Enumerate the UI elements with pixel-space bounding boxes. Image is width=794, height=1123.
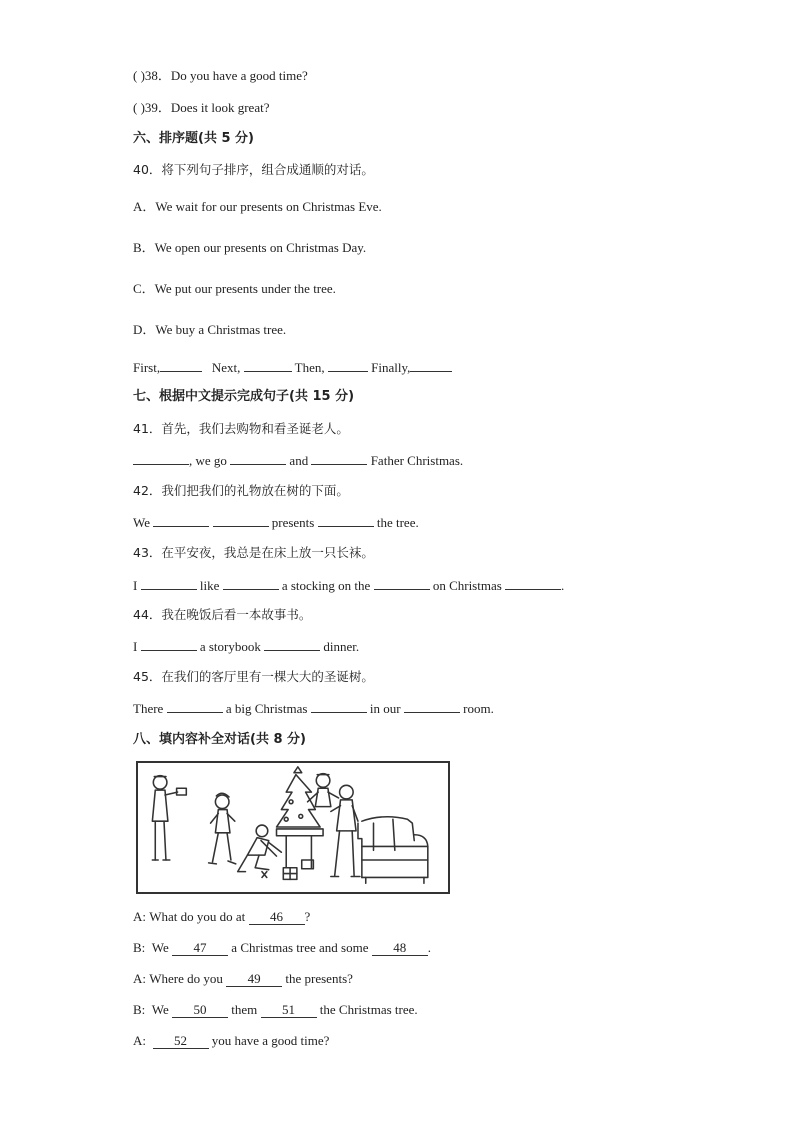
question-text: 39．Does it look great?: [144, 100, 270, 115]
answer-paren: ( ): [133, 100, 145, 115]
section-6-title: 六、排序题(共 5 分): [133, 131, 254, 146]
answer-blank[interactable]: [160, 359, 202, 372]
answer-blank[interactable]: 49: [226, 972, 282, 987]
question-41-prompt: 41．首先，我们去购物和看圣诞老人。: [133, 421, 349, 436]
option-c: C．We put our presents under the tree.: [133, 281, 336, 296]
answer-blank[interactable]: 47: [172, 941, 228, 956]
speaker: B:: [133, 1002, 146, 1017]
speaker: A:: [133, 971, 146, 986]
answer-blank[interactable]: [167, 700, 223, 713]
question-45-prompt: 45．在我们的客厅里有一棵大大的圣诞树。: [133, 669, 374, 684]
answer-blank[interactable]: [311, 700, 367, 713]
question-43-sentence: I like a stocking on the on Christmas .: [133, 578, 565, 593]
dialog-line-1: A: What do you do at 46 ?: [133, 909, 311, 924]
question-40-prompt: 40．将下列句子排序，组合成通顺的对话。: [133, 162, 374, 177]
option-d: D．We buy a Christmas tree.: [133, 322, 287, 337]
dialog-line-5: A: 52 you have a good time?: [133, 1033, 330, 1048]
answer-blank[interactable]: 52: [153, 1034, 209, 1049]
question-42-prompt: 42．我们把我们的礼物放在树的下面。: [133, 483, 349, 498]
answer-blank[interactable]: [311, 452, 367, 465]
question-45-sentence: There a big Christmas in our room.: [133, 701, 494, 716]
speaker: A:: [133, 1033, 146, 1048]
dialog-line-4: B: We 50 them 51 the Christmas tree.: [133, 1002, 418, 1017]
section-7-title: 七、根据中文提示完成句子(共 15 分): [133, 389, 355, 404]
option-a: A．We wait for our presents on Christmas Eve.: [133, 199, 382, 214]
answer-blank[interactable]: [141, 577, 197, 590]
question-38: [133, 68, 308, 84]
answer-blank[interactable]: [404, 700, 460, 713]
question-43-prompt: 43．在平安夜，我总是在床上放一只长袜。: [133, 545, 374, 560]
question-39: [133, 100, 269, 116]
speaker: A:: [133, 909, 146, 924]
question-42-sentence: We presents the tree.: [133, 515, 419, 530]
christmas-scene-icon: [138, 763, 448, 892]
answer-blank[interactable]: [264, 638, 320, 651]
question-text: 38．Do you have a good time?: [144, 68, 308, 83]
answer-blank[interactable]: [213, 514, 269, 527]
question-44-prompt: 44．我在晚饭后看一本故事书。: [133, 607, 312, 622]
answer-blank[interactable]: [328, 359, 368, 372]
christmas-family-illustration: [136, 761, 450, 894]
answer-blank[interactable]: 46: [249, 910, 305, 925]
dialog-line-3: A: Where do you 49 the presents?: [133, 971, 353, 986]
answer-blank[interactable]: [410, 359, 452, 372]
answer-blank[interactable]: [244, 359, 292, 372]
answer-blank[interactable]: 48: [372, 941, 428, 956]
section-8-title: 八、填内容补全对话(共 8 分): [133, 732, 306, 747]
answer-blank[interactable]: [318, 514, 374, 527]
answer-blank[interactable]: 51: [261, 1003, 317, 1018]
answer-blank[interactable]: [374, 577, 430, 590]
answer-blank[interactable]: [141, 638, 197, 651]
answer-blank[interactable]: [223, 577, 279, 590]
answer-blank[interactable]: [505, 577, 561, 590]
answer-blank[interactable]: 50: [172, 1003, 228, 1018]
speaker: B:: [133, 940, 146, 955]
answer-paren: ( ): [133, 68, 145, 83]
option-b: B．We open our presents on Christmas Day.: [133, 240, 367, 255]
dialog-line-2: B: We 47 a Christmas tree and some 48 .: [133, 940, 431, 955]
question-44-sentence: I a storybook dinner.: [133, 639, 360, 654]
answer-blank[interactable]: [153, 514, 209, 527]
answer-blank[interactable]: [230, 452, 286, 465]
question-41-sentence: , we go and Father Christmas.: [133, 452, 463, 469]
answer-blank[interactable]: [133, 452, 189, 465]
ordering-answer-line: First, Next, Then, Finally,: [133, 359, 452, 376]
